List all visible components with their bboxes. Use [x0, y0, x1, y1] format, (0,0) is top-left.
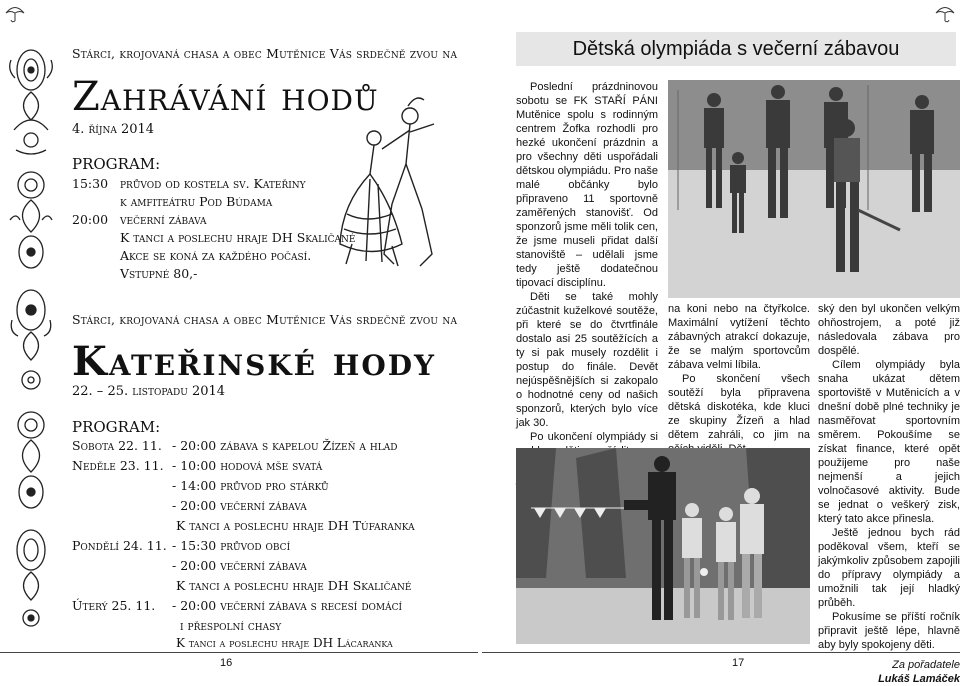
umbrella-ornament-icon: [934, 2, 956, 24]
invitation-text: Stárci, krojovaná chasa a obec Mutěnice Vás srdečně zvou na: [72, 46, 458, 61]
event-date: 4. října 2014: [72, 122, 155, 137]
program-time: 20:00: [72, 212, 109, 227]
article-column-2: [668, 302, 810, 456]
program-text: večerní zábava: [120, 212, 207, 227]
program-text: K tanci a poslechu hraje DH Skaličané: [176, 578, 412, 593]
program-time: 15:30: [72, 176, 109, 191]
program-day: Pondělí 24. 11.: [72, 538, 167, 553]
folk-flower-ornament-icon: [6, 400, 56, 520]
photo-kids-game: [516, 448, 810, 644]
program-heading: PROGRAM:: [72, 155, 161, 173]
program-day: Neděle 23. 11.: [72, 458, 164, 473]
article-paragraph: ský den byl ukončen velkým ohňostrojem, a poté již následovala zábava pro dospělé.: [818, 303, 960, 357]
program-text: - 20:00 večerní zábava: [172, 558, 307, 573]
invitation-text: Stárci, krojovaná chasa a obec Mutěnice Vás srdečně zvou na: [72, 312, 458, 327]
program-text: - 14:00 průvod pro stárků: [172, 478, 329, 493]
event-date: 22. – 25. listopadu 2014: [72, 384, 226, 399]
program-day: Sobota 22. 11.: [72, 438, 162, 453]
event-title: Kateřinské hody: [72, 338, 437, 385]
article-paragraph: Děti se také mohly zúčastnit kuželkové soutěže, při které se do čtvrtfinále dostalo asi 25 soutěžících a ty si pak musely rozdělit i postup do finále. Devět nejúspěšnějších si zakopalo o hodnotné ceny od našich sponzorů, kterých bylo více jak 30.: [516, 291, 658, 429]
article-paragraph: Ještě jednou bych rád poděkoval všem, kteří se jakýmkoliv způsobem zapojili do přípravy olympiády a umožnili tak její hladký průběh.: [818, 527, 960, 609]
footer-rule: [0, 652, 478, 653]
article-paragraph: Poslední prázdninovou sobotu se FK STAŘÍ PÁNI Mutěnice spolu s rodinným centrem Žofka rozhodli pro hezké ukončení prázdnin a pro všechny děti uspořádali dětskou olympiádu. Pro naše malé občánky bylo připraveno 11 sportovně zaměřených stanovišť. Od sponzorů jsme měli tolik cen, že jsme museli přidat další stanoviště – udělali jsme tedy ještě dodatečnou tipovací disciplínu.: [516, 81, 658, 289]
page-number: 17: [732, 657, 745, 669]
program-text: i přespolní chasy: [180, 618, 282, 633]
signature-role: Za pořadatele: [892, 659, 960, 671]
program-text: průvod od kostela sv. Kateřiny: [120, 176, 306, 191]
program-text: k amfiteátru Pod Búdama: [120, 194, 273, 209]
program-text: - 20:00 zábava s kapelou Žízeň a hlad: [172, 438, 398, 453]
article-paragraph: Po ukončení olympiády si: [530, 431, 658, 443]
folk-flower-ornament-icon: [6, 280, 56, 400]
left-page: [0, 0, 480, 672]
program-text: - 10:00 hodová mše svatá: [172, 458, 323, 473]
article-column-3: [818, 302, 960, 686]
program-text: K tanci a poslechu hraje DH Túfaranka: [176, 518, 415, 533]
program-text: - 20:00 večerní zábava: [172, 498, 307, 513]
article-paragraph: Pokusíme se příští ročník připravit ještě lépe, hlavně aby byly spokojeny děti.: [818, 611, 960, 651]
right-page: [480, 0, 960, 685]
footer-rule: [482, 652, 960, 653]
program-text: K tanci a poslechu hraje DH Lácaranka: [176, 636, 393, 650]
program-text: - 15:30 průvod obcí: [172, 538, 291, 553]
program-text: - 20:00 večerní zábava s recesí domácí: [172, 598, 403, 613]
program-text: Akce se koná za každého počasí.: [120, 248, 312, 263]
folk-flower-ornament-icon: [6, 160, 56, 280]
program-day: Úterý 25. 11.: [72, 598, 156, 613]
program-text: Vstupné 80,-: [120, 266, 198, 281]
photo-kids-race: [668, 80, 960, 298]
program-text: K tanci a poslechu hraje DH Skaličané: [120, 230, 356, 245]
umbrella-ornament-icon: [4, 2, 26, 24]
article-paragraph: Cílem olympiády byla snaha ukázat dětem sportoviště v Mutěnicích a v dnešní době plné techniky je nasměřovat sportovním směrem. Pokoušíme se získat finance, které opět použijeme pro naše nejmenší a jejich volnočasové aktivity. Bude se jednat o veškerý zisk, který tato akce přinesla.: [818, 359, 960, 525]
program-heading: PROGRAM:: [72, 418, 161, 436]
article-column-1: [516, 80, 658, 448]
signature-name: Lukáš Lamáček: [878, 673, 960, 685]
article-paragraph: Po skončení všech soutěží byla připravena dětská diskotéka, kde kluci ze skupiny Žízeň a hlad dětem zahráli, co jim na: [668, 373, 810, 441]
article-paragraph: na koni nebo na čtyřkolce. Maximální vytížení těchto zábavných atrakcí dokazuje, že se malým sportovcům zábava velmi líbila.: [668, 303, 810, 371]
folk-flower-ornament-icon: [6, 40, 56, 160]
folk-ornament-border: [6, 40, 56, 635]
event-title: Zahrávání hodů: [72, 74, 379, 120]
page-number: 16: [220, 657, 233, 669]
folk-dancers-illustration: [322, 94, 472, 274]
folk-flower-ornament-icon: [6, 520, 56, 635]
article-headline: Dětská olympiáda s večerní zábavou: [516, 32, 956, 66]
